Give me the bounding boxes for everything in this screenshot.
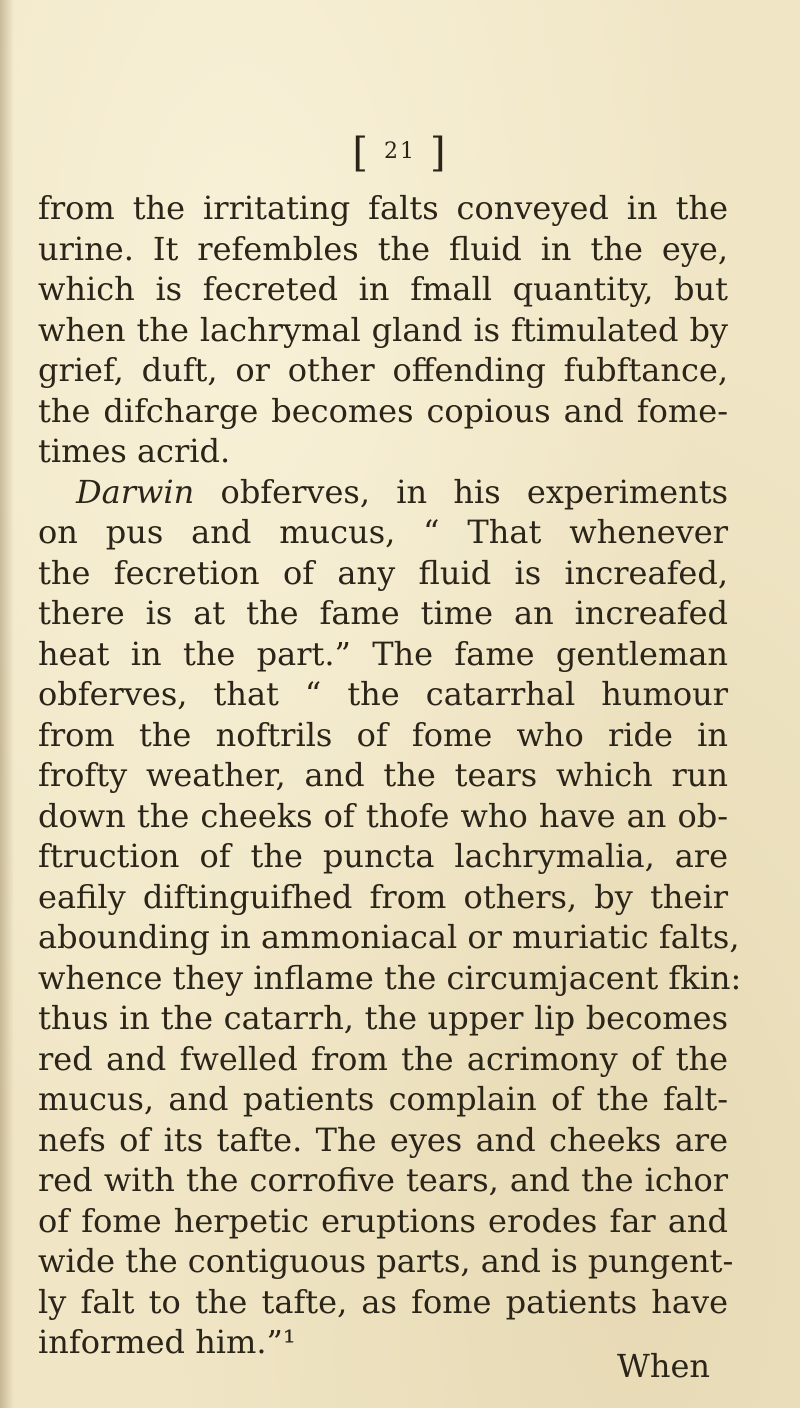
text-line: whence they inflame the circumjacent fkin: xyxy=(38,958,742,997)
text-line-rest: obferves, in his experiments xyxy=(220,472,729,511)
author-name-italic: Darwin xyxy=(76,472,195,511)
page-number: 21 xyxy=(384,139,416,164)
text-line: ly falt to the tafte, as fome patients have xyxy=(38,1282,728,1321)
text-line: the difcharge becomes copious and fome- xyxy=(38,391,728,430)
text-line: times acrid. xyxy=(38,432,231,470)
text-line: eafily diftinguifhed from others, by their xyxy=(38,877,728,916)
text-line: wide the contiguous parts, and is pungent- xyxy=(38,1242,734,1280)
text-line: on pus and mucus, “ That whenever xyxy=(38,513,728,551)
text-line: thus in the catarrh, the upper lip becomes xyxy=(38,999,728,1037)
text-line: of fome herpetic eruptions erodes far and xyxy=(38,1201,728,1240)
text-line: grief, duft, or other offending fubftance, xyxy=(38,351,728,389)
text-line: which is fecreted in fmall quantity, but xyxy=(38,270,728,308)
text-line: when the lachrymal gland is ftimulated by xyxy=(38,310,728,349)
text-line: nefs of its tafte. The eyes and cheeks are xyxy=(38,1120,728,1159)
text-line: down the cheeks of thofe who have an ob- xyxy=(38,796,728,835)
page-edge-shadow xyxy=(0,0,14,1408)
text-line: mucus, and patients complain of the falt- xyxy=(38,1080,728,1118)
body-text xyxy=(38,188,742,1363)
text-line xyxy=(38,472,728,513)
text-line: frofty weather, and the tears which run xyxy=(38,756,728,794)
text-line: the fecretion of any fluid is increafed, xyxy=(38,553,728,592)
text-line: heat in the part.” The fame gentleman xyxy=(38,634,728,673)
page-header xyxy=(0,128,800,177)
catchword: When xyxy=(616,1347,710,1385)
text-line: obferves, that “ the catarrhal humour xyxy=(38,675,728,713)
text-line: from the noftrils of fome who ride in xyxy=(38,715,728,754)
text-line: there is at the fame time an increafed xyxy=(38,594,728,632)
text-line: informed him.”¹ xyxy=(38,1323,296,1361)
header-bracket-open: [ xyxy=(352,130,370,176)
text-line: abounding in ammoniacal or muriatic falts, xyxy=(38,918,740,956)
text-line: from the irritating falts conveyed in the xyxy=(38,189,728,227)
text-line: ftruction of the puncta lachrymalia, are xyxy=(38,837,728,875)
header-bracket-close: ] xyxy=(430,130,448,176)
text-line: red and fwelled from the acrimony of the xyxy=(38,1039,728,1078)
text-line: urine. It refembles the fluid in the eye, xyxy=(38,229,728,268)
text-line: red with the corrofive tears, and the ichor xyxy=(38,1161,728,1199)
